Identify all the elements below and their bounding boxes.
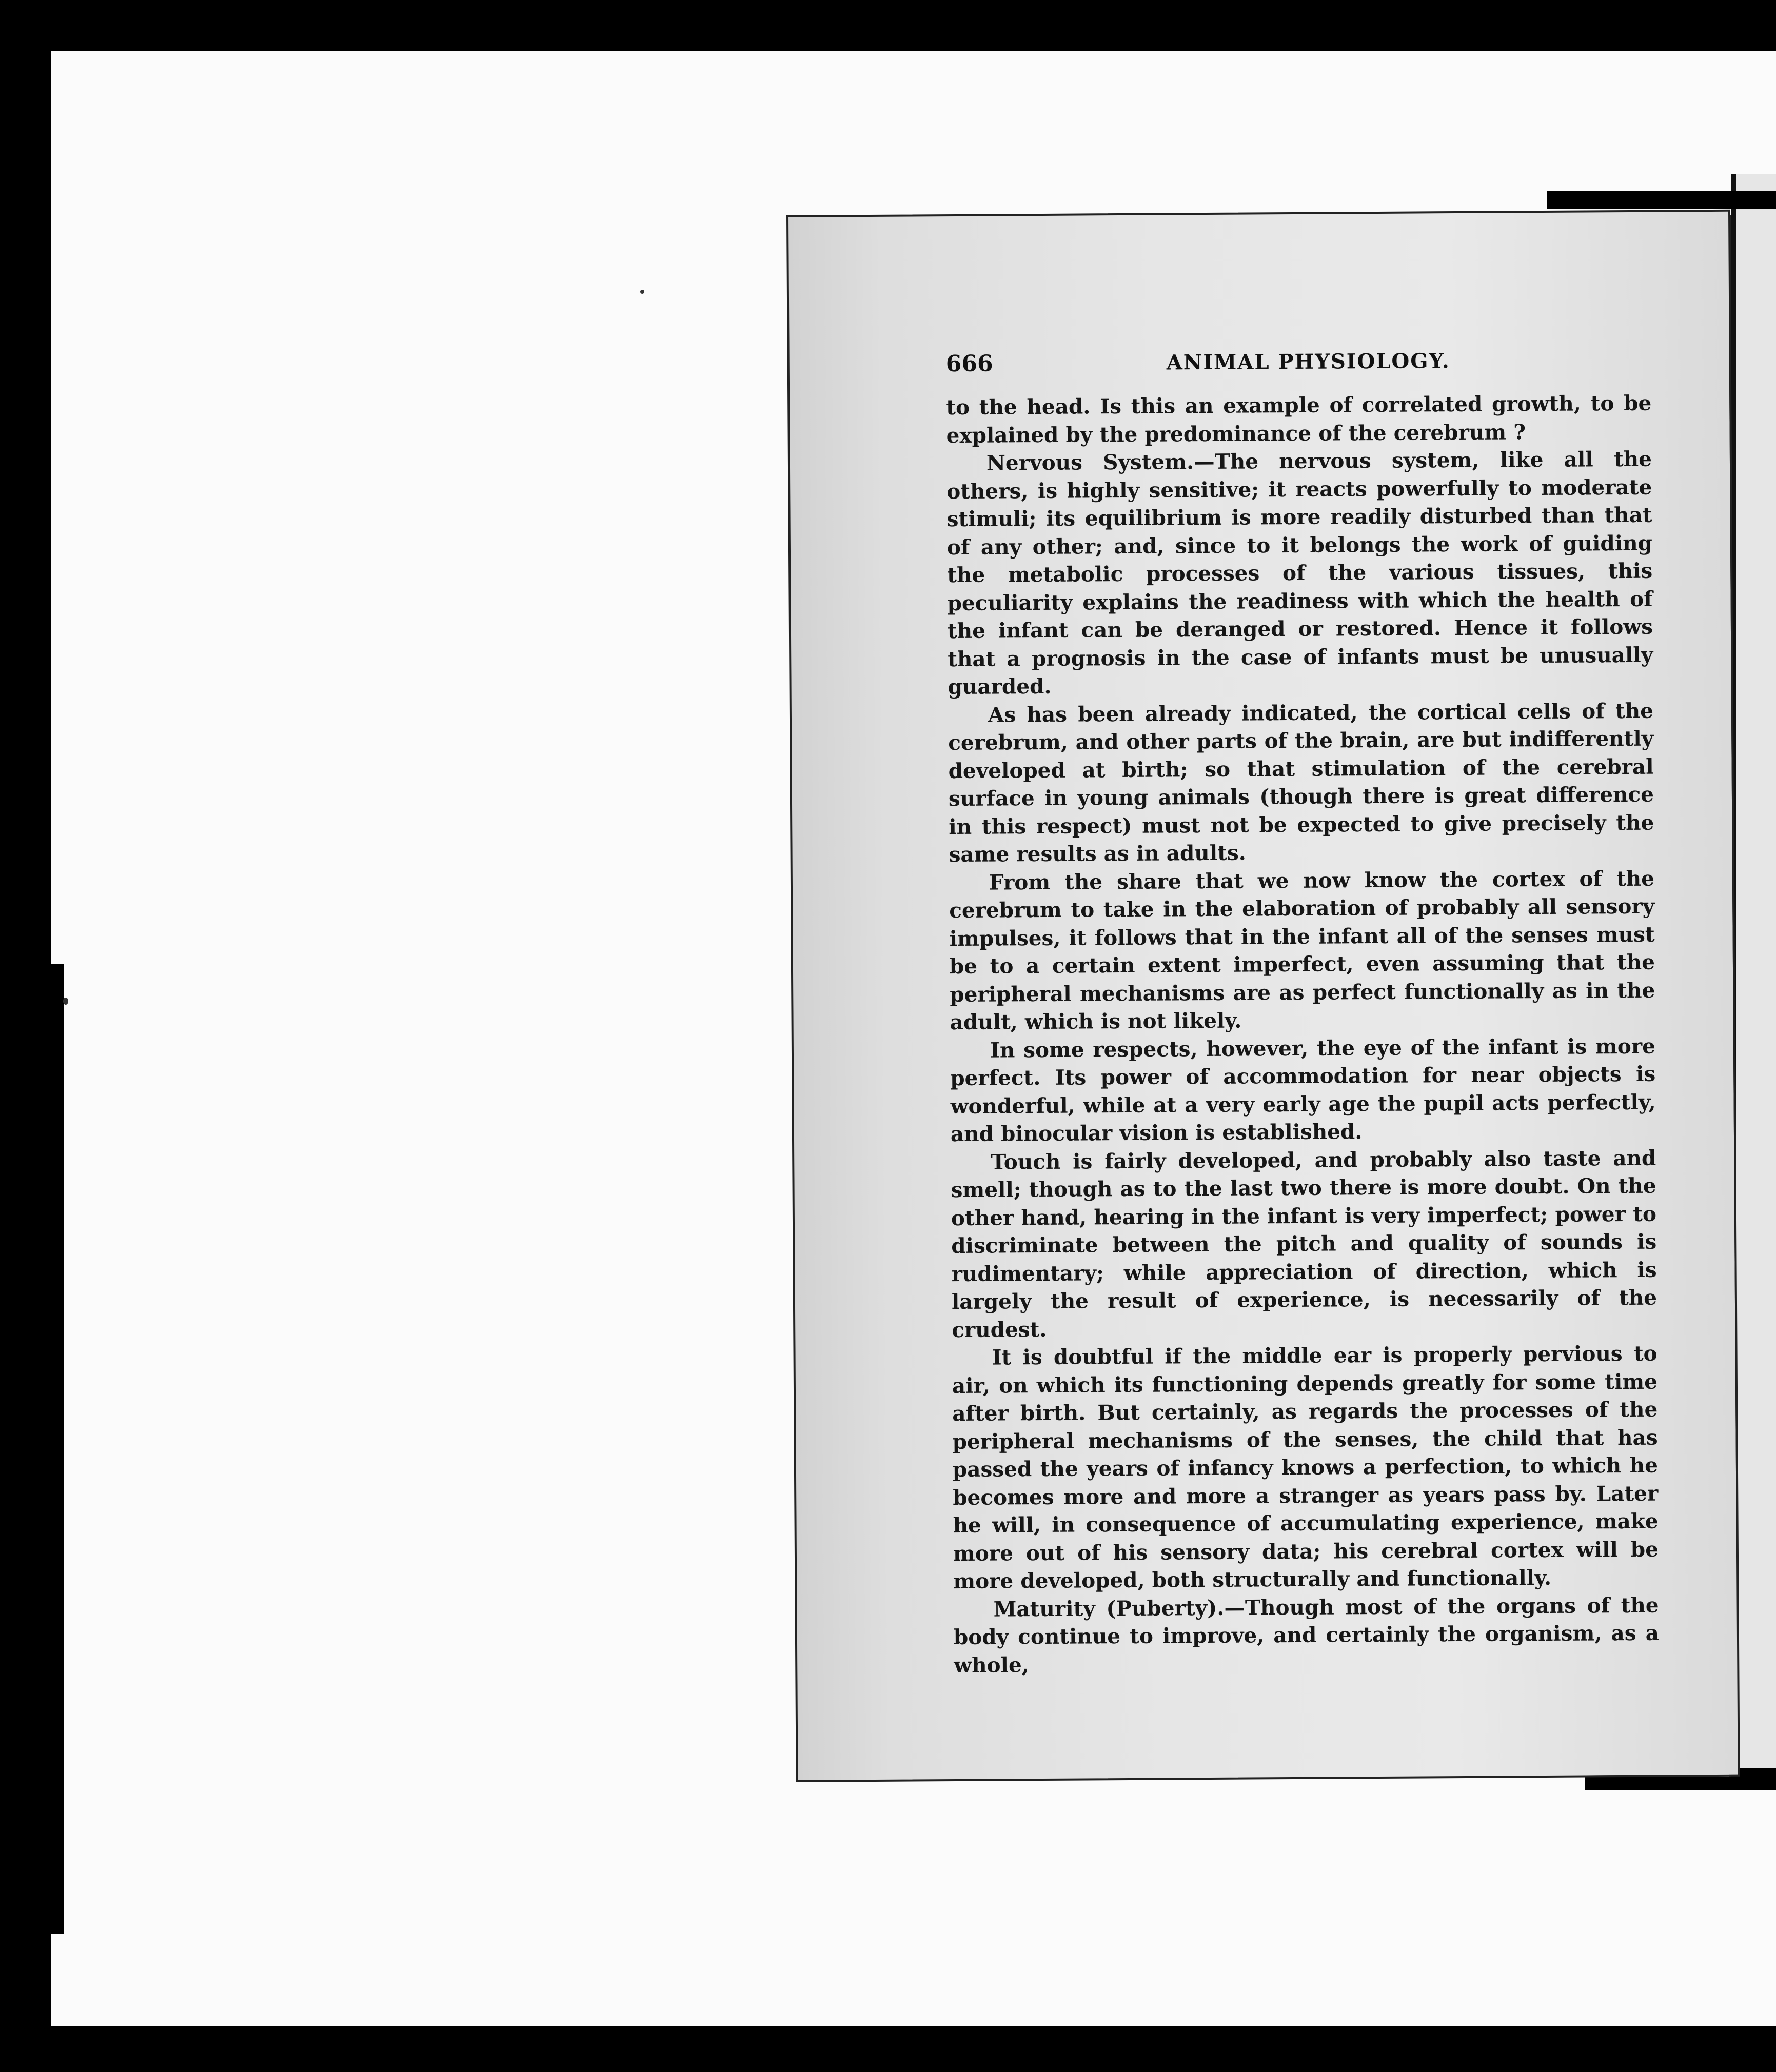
mount-strip-top (1547, 191, 1776, 209)
page-header (946, 347, 1592, 392)
paragraph-cortical-cells: As has been already indicated, the cortical cells of the cerebrum, and other parts of the brain, are but indifferently developed at birth; so that stimulation of the cerebral surface in young animals (though there is great difference in this respect) must not be expected to give precisely the same results as in adults. (948, 698, 1654, 867)
paragraph-middle-ear: It is doubtful if the middle ear is properly pervious to air, on which its functioning depends greatly for some time after birth. But certainly, as regards the processes of the peripheral mechanisms of the senses, the child that has passed the years of infancy knows a perfection, to which he becomes more and more a stranger as years pass by. Later he will, in consequence of accumulating experience, make more out of his sensory data; his cerebral cortex will be more developed, both structurally and functionally. (952, 1341, 1659, 1594)
paragraph-nervous-system: Nervous System.—The nervous system, like all the others, is highly sensitive; it reacts powerfully to moderate stimuli; its equilibrium is more readily disturbed than that of any other; and, since to it belongs the work of guiding the metabolic processes of the various tissues, this peculiarity explains the readiness with which the health of the infant can be deranged or restored. Hence it follows that a prognosis in the case of infants must be unusually guarded. (946, 446, 1653, 700)
section-heading-maturity: Maturity (Puberty). (993, 1595, 1225, 1622)
section-heading-nervous-system: Nervous System. (986, 449, 1194, 475)
paragraph-maturity: Maturity (Puberty).—Though most of the organs of the body continue to improve, and certainly the organism, as a whole, (953, 1592, 1660, 1678)
paragraph-continuation: to the head. Is this an example of correlated growth, to be explained by the predominance of the cerebrum ? (946, 390, 1652, 448)
paragraph-eye-of-infant: In some respects, however, the eye of the infant is more perfect. Its power of accommodation for near objects is wonderful, while at a very early age the pupil acts perfectly, and binocular vision is established. (950, 1033, 1656, 1147)
body-text (946, 389, 1659, 1679)
running-head: ANIMAL PHYSIOLOGY. (1166, 349, 1450, 375)
book-page (786, 210, 1740, 1782)
page-number: 666 (945, 350, 993, 377)
film-speck (63, 998, 68, 1005)
film-speck (640, 290, 644, 294)
paragraph-touch-hearing: Touch is fairly developed, and probably also taste and smell; though as to the last two there is more doubt. On the other hand, hearing in the infant is very imperfect; power to discriminate between the pitch and quality of sounds is rudimentary; while appreciation of direction, which is largely the result of experience, is necessarily of the crudest. (951, 1145, 1657, 1342)
film-edge-bar (51, 964, 64, 1934)
paragraph-sensory-impulses: From the share that we now know the cortex of the cerebrum to take in the elaboration of probably all sensory impulses, it follows that in the infant all of the senses must be to a certain extent imperfect, even assuming that the peripheral mechanisms are as perfect functionally as in the adult, which is not likely. (949, 866, 1655, 1035)
